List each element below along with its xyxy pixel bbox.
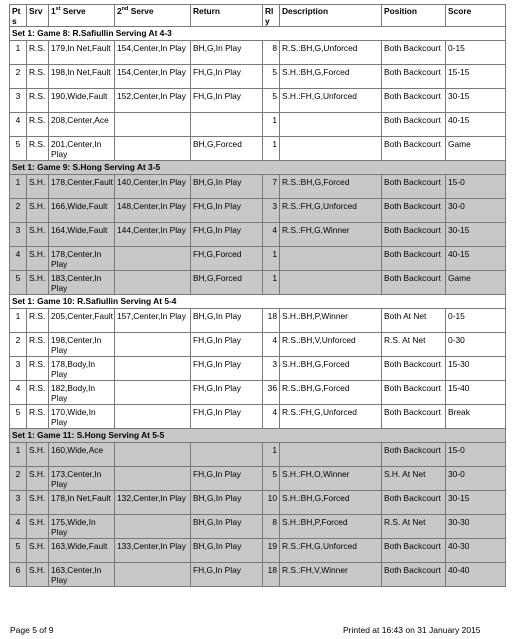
- table-row: [10, 539, 506, 563]
- cell-description: S.H.:BH,P,Forced: [280, 515, 382, 539]
- cell-second-serve: 157,Center,In Play: [115, 309, 191, 333]
- cell-first-serve: 163,Wide,Fault: [49, 539, 115, 563]
- cell-second-serve: 148,Center,In Play: [115, 199, 191, 223]
- cell-rally-length: 3: [263, 199, 280, 223]
- cell-first-serve: 166,Wide,Fault: [49, 199, 115, 223]
- cell-description: S.H.:BH,G,Forced: [280, 65, 382, 89]
- game-title: Set 1: Game 8: R.Safiullin Serving At 4-3: [10, 27, 506, 41]
- header-pt: Pt s: [10, 5, 27, 27]
- table-row: [10, 271, 506, 295]
- header-score: Score: [446, 5, 506, 27]
- cell-rally-length: 1: [263, 113, 280, 137]
- cell-return: [191, 443, 263, 467]
- cell-description: R.S.:FH,G,Unforced: [280, 199, 382, 223]
- table-row: [10, 405, 506, 429]
- cell-server: R.S.: [27, 113, 49, 137]
- cell-score: Game: [446, 137, 506, 161]
- cell-first-serve: 175,Wide,In Play: [49, 515, 115, 539]
- cell-rally-length: 4: [263, 223, 280, 247]
- cell-score: Game: [446, 271, 506, 295]
- cell-position: Both Backcourt: [382, 405, 446, 429]
- cell-server: R.S.: [27, 405, 49, 429]
- cell-server: S.H.: [27, 223, 49, 247]
- cell-description: S.H.:BH,G,Forced: [280, 491, 382, 515]
- cell-score: 0-15: [446, 309, 506, 333]
- cell-position: Both Backcourt: [382, 271, 446, 295]
- cell-point-number: 4: [10, 113, 27, 137]
- cell-position: Both Backcourt: [382, 175, 446, 199]
- page-number: Page 5 of 9: [10, 625, 54, 635]
- cell-rally-length: 1: [263, 247, 280, 271]
- cell-second-serve: 132,Center,In Play: [115, 491, 191, 515]
- cell-return: FH,G,In Play: [191, 199, 263, 223]
- cell-rally-length: 19: [263, 539, 280, 563]
- cell-return: BH,G,In Play: [191, 175, 263, 199]
- cell-point-number: 2: [10, 333, 27, 357]
- cell-point-number: 2: [10, 199, 27, 223]
- cell-first-serve: 198,Center,In Play: [49, 333, 115, 357]
- cell-server: R.S.: [27, 65, 49, 89]
- cell-return: BH,G,In Play: [191, 41, 263, 65]
- cell-score: 30-0: [446, 467, 506, 491]
- table-row: [10, 563, 506, 587]
- table-row: [10, 199, 506, 223]
- cell-description: S.H.:BH,P,Winner: [280, 309, 382, 333]
- cell-server: R.S.: [27, 89, 49, 113]
- game-title: Set 1: Game 10: R.Safiullin Serving At 5-4: [10, 295, 506, 309]
- cell-second-serve: [115, 381, 191, 405]
- cell-rally-length: 5: [263, 89, 280, 113]
- cell-point-number: 2: [10, 467, 27, 491]
- table-row: [10, 357, 506, 381]
- cell-score: 30-15: [446, 491, 506, 515]
- cell-return: BH,G,Forced: [191, 271, 263, 295]
- cell-score: 0-30: [446, 333, 506, 357]
- cell-server: S.H.: [27, 247, 49, 271]
- cell-position: Both Backcourt: [382, 491, 446, 515]
- cell-second-serve: [115, 443, 191, 467]
- header-rally: Rl y: [263, 5, 280, 27]
- cell-position: Both Backcourt: [382, 563, 446, 587]
- cell-point-number: 2: [10, 65, 27, 89]
- cell-return: FH,G,In Play: [191, 65, 263, 89]
- cell-score: 15-30: [446, 357, 506, 381]
- cell-rally-length: 18: [263, 309, 280, 333]
- cell-description: R.S.:BH,G,Forced: [280, 381, 382, 405]
- table-row: [10, 137, 506, 161]
- cell-return: BH,G,Forced: [191, 137, 263, 161]
- point-by-point-table: [9, 4, 506, 587]
- cell-server: R.S.: [27, 137, 49, 161]
- cell-first-serve: 190,Wide,Fault: [49, 89, 115, 113]
- cell-description: R.S.:FH,G,Winner: [280, 223, 382, 247]
- cell-second-serve: [115, 467, 191, 491]
- cell-first-serve: 205,Center,Fault: [49, 309, 115, 333]
- cell-point-number: 3: [10, 357, 27, 381]
- table-row: [10, 333, 506, 357]
- cell-return: BH,G,In Play: [191, 491, 263, 515]
- cell-second-serve: 140,Center,In Play: [115, 175, 191, 199]
- cell-description: [280, 271, 382, 295]
- cell-point-number: 1: [10, 309, 27, 333]
- cell-position: Both Backcourt: [382, 381, 446, 405]
- cell-description: S.H.:FH,O,Winner: [280, 467, 382, 491]
- header-position: Position: [382, 5, 446, 27]
- cell-second-serve: [115, 137, 191, 161]
- cell-server: R.S.: [27, 357, 49, 381]
- cell-second-serve: [115, 515, 191, 539]
- cell-position: R.S. At Net: [382, 333, 446, 357]
- table-body: [10, 27, 506, 587]
- cell-second-serve: [115, 405, 191, 429]
- table-row: [10, 247, 506, 271]
- table-row: [10, 443, 506, 467]
- cell-rally-length: 36: [263, 381, 280, 405]
- cell-description: R.S.:FH,G,Unforced: [280, 539, 382, 563]
- cell-position: Both Backcourt: [382, 199, 446, 223]
- cell-first-serve: 170,Wide,In Play: [49, 405, 115, 429]
- table-row: [10, 41, 506, 65]
- game-header-row: [10, 27, 506, 41]
- cell-point-number: 6: [10, 563, 27, 587]
- cell-server: S.H.: [27, 467, 49, 491]
- cell-score: 40-40: [446, 563, 506, 587]
- cell-return: FH,G,In Play: [191, 357, 263, 381]
- table-row: [10, 175, 506, 199]
- cell-score: 30-15: [446, 223, 506, 247]
- header-second-serve: 2nd Serve: [115, 5, 191, 27]
- table-row: [10, 515, 506, 539]
- cell-position: Both Backcourt: [382, 89, 446, 113]
- cell-first-serve: 208,Center,Ace: [49, 113, 115, 137]
- cell-score: 0-15: [446, 41, 506, 65]
- cell-first-serve: 164,Wide,Fault: [49, 223, 115, 247]
- cell-first-serve: 198,In Net,Fault: [49, 65, 115, 89]
- cell-description: [280, 443, 382, 467]
- cell-point-number: 3: [10, 89, 27, 113]
- table-row: [10, 467, 506, 491]
- cell-point-number: 1: [10, 175, 27, 199]
- cell-return: FH,G,In Play: [191, 467, 263, 491]
- cell-score: 15-40: [446, 381, 506, 405]
- cell-position: Both Backcourt: [382, 443, 446, 467]
- cell-second-serve: [115, 271, 191, 295]
- cell-first-serve: 182,Body,In Play: [49, 381, 115, 405]
- cell-point-number: 3: [10, 223, 27, 247]
- cell-point-number: 5: [10, 137, 27, 161]
- cell-point-number: 1: [10, 443, 27, 467]
- cell-first-serve: 160,Wide,Ace: [49, 443, 115, 467]
- cell-first-serve: 183,Center,In Play: [49, 271, 115, 295]
- game-title: Set 1: Game 9: S.Hong Serving At 3-5: [10, 161, 506, 175]
- cell-description: S.H.:FH,G,Unforced: [280, 89, 382, 113]
- cell-position: Both Backcourt: [382, 41, 446, 65]
- cell-description: R.S.:BH,G,Forced: [280, 175, 382, 199]
- table-row: [10, 381, 506, 405]
- cell-description: R.S.:BH,G,Unforced: [280, 41, 382, 65]
- cell-rally-length: 4: [263, 333, 280, 357]
- header-return: Return: [191, 5, 263, 27]
- cell-second-serve: 154,Center,In Play: [115, 65, 191, 89]
- header-srv: Srv: [27, 5, 49, 27]
- cell-point-number: 5: [10, 405, 27, 429]
- cell-position: Both Backcourt: [382, 539, 446, 563]
- cell-description: R.S.:FH,V,Winner: [280, 563, 382, 587]
- cell-description: [280, 113, 382, 137]
- cell-first-serve: 178,In Net,Fault: [49, 491, 115, 515]
- cell-rally-length: 1: [263, 271, 280, 295]
- cell-first-serve: 178,Center,In Play: [49, 247, 115, 271]
- cell-return: FH,G,In Play: [191, 89, 263, 113]
- cell-rally-length: 10: [263, 491, 280, 515]
- cell-rally-length: 8: [263, 41, 280, 65]
- cell-return: BH,G,In Play: [191, 539, 263, 563]
- cell-second-serve: 152,Center,In Play: [115, 89, 191, 113]
- cell-position: Both Backcourt: [382, 247, 446, 271]
- cell-position: R.S. At Net: [382, 515, 446, 539]
- cell-return: FH,G,In Play: [191, 223, 263, 247]
- cell-score: Break: [446, 405, 506, 429]
- cell-server: S.H.: [27, 563, 49, 587]
- table-row: [10, 309, 506, 333]
- cell-description: [280, 137, 382, 161]
- cell-position: Both Backcourt: [382, 113, 446, 137]
- cell-return: BH,G,In Play: [191, 309, 263, 333]
- cell-position: S.H. At Net: [382, 467, 446, 491]
- cell-score: 15-0: [446, 175, 506, 199]
- cell-second-serve: [115, 563, 191, 587]
- game-title: Set 1: Game 11: S.Hong Serving At 5-5: [10, 429, 506, 443]
- table-row: [10, 223, 506, 247]
- header-first-serve: 1st Serve: [49, 5, 115, 27]
- cell-position: Both At Net: [382, 309, 446, 333]
- cell-point-number: 4: [10, 515, 27, 539]
- table-row: [10, 89, 506, 113]
- cell-description: [280, 247, 382, 271]
- printed-timestamp: Printed at 16:43 on 31 January 2015: [343, 625, 481, 635]
- cell-server: R.S.: [27, 309, 49, 333]
- cell-server: S.H.: [27, 443, 49, 467]
- table-row: [10, 491, 506, 515]
- cell-first-serve: 179,In Net,Fault: [49, 41, 115, 65]
- cell-rally-length: 5: [263, 65, 280, 89]
- cell-rally-length: 4: [263, 405, 280, 429]
- cell-rally-length: 7: [263, 175, 280, 199]
- header-description: Description: [280, 5, 382, 27]
- cell-point-number: 1: [10, 41, 27, 65]
- cell-description: S.H.:BH,G,Forced: [280, 357, 382, 381]
- cell-second-serve: 154,Center,In Play: [115, 41, 191, 65]
- cell-score: 40-30: [446, 539, 506, 563]
- cell-point-number: 5: [10, 271, 27, 295]
- cell-point-number: 5: [10, 539, 27, 563]
- game-header-row: [10, 295, 506, 309]
- cell-position: Both Backcourt: [382, 357, 446, 381]
- cell-point-number: 3: [10, 491, 27, 515]
- cell-second-serve: 133,Center,In Play: [115, 539, 191, 563]
- cell-score: 30-0: [446, 199, 506, 223]
- cell-second-serve: [115, 113, 191, 137]
- cell-score: 30-30: [446, 515, 506, 539]
- cell-rally-length: 18: [263, 563, 280, 587]
- cell-rally-length: 8: [263, 515, 280, 539]
- cell-rally-length: 3: [263, 357, 280, 381]
- cell-first-serve: 201,Center,In Play: [49, 137, 115, 161]
- cell-first-serve: 163,Center,In Play: [49, 563, 115, 587]
- cell-server: S.H.: [27, 491, 49, 515]
- cell-return: FH,G,In Play: [191, 405, 263, 429]
- cell-rally-length: 5: [263, 467, 280, 491]
- cell-return: FH,G,In Play: [191, 381, 263, 405]
- cell-score: 40-15: [446, 113, 506, 137]
- cell-server: S.H.: [27, 539, 49, 563]
- cell-score: 15-15: [446, 65, 506, 89]
- game-header-row: [10, 161, 506, 175]
- cell-point-number: 4: [10, 381, 27, 405]
- cell-return: [191, 113, 263, 137]
- cell-first-serve: 178,Center,Fault: [49, 175, 115, 199]
- cell-position: Both Backcourt: [382, 65, 446, 89]
- cell-server: R.S.: [27, 381, 49, 405]
- cell-score: 30-15: [446, 89, 506, 113]
- cell-server: R.S.: [27, 333, 49, 357]
- table-row: [10, 113, 506, 137]
- cell-score: 40-15: [446, 247, 506, 271]
- cell-second-serve: [115, 357, 191, 381]
- cell-server: R.S.: [27, 41, 49, 65]
- cell-description: R.S.:BH,V,Unforced: [280, 333, 382, 357]
- cell-server: S.H.: [27, 175, 49, 199]
- cell-position: Both Backcourt: [382, 137, 446, 161]
- cell-second-serve: [115, 333, 191, 357]
- cell-description: R.S.:FH,G,Unforced: [280, 405, 382, 429]
- cell-return: FH,G,Forced: [191, 247, 263, 271]
- cell-score: 15-0: [446, 443, 506, 467]
- header-row: [10, 5, 506, 27]
- cell-rally-length: 1: [263, 137, 280, 161]
- cell-second-serve: 144,Center,In Play: [115, 223, 191, 247]
- cell-first-serve: 178,Body,In Play: [49, 357, 115, 381]
- table-row: [10, 65, 506, 89]
- game-header-row: [10, 429, 506, 443]
- cell-server: S.H.: [27, 515, 49, 539]
- cell-return: FH,G,In Play: [191, 333, 263, 357]
- cell-return: FH,G,In Play: [191, 563, 263, 587]
- cell-server: S.H.: [27, 271, 49, 295]
- cell-second-serve: [115, 247, 191, 271]
- cell-rally-length: 1: [263, 443, 280, 467]
- cell-server: S.H.: [27, 199, 49, 223]
- cell-position: Both Backcourt: [382, 223, 446, 247]
- cell-return: BH,G,In Play: [191, 515, 263, 539]
- cell-first-serve: 173,Center,In Play: [49, 467, 115, 491]
- cell-point-number: 4: [10, 247, 27, 271]
